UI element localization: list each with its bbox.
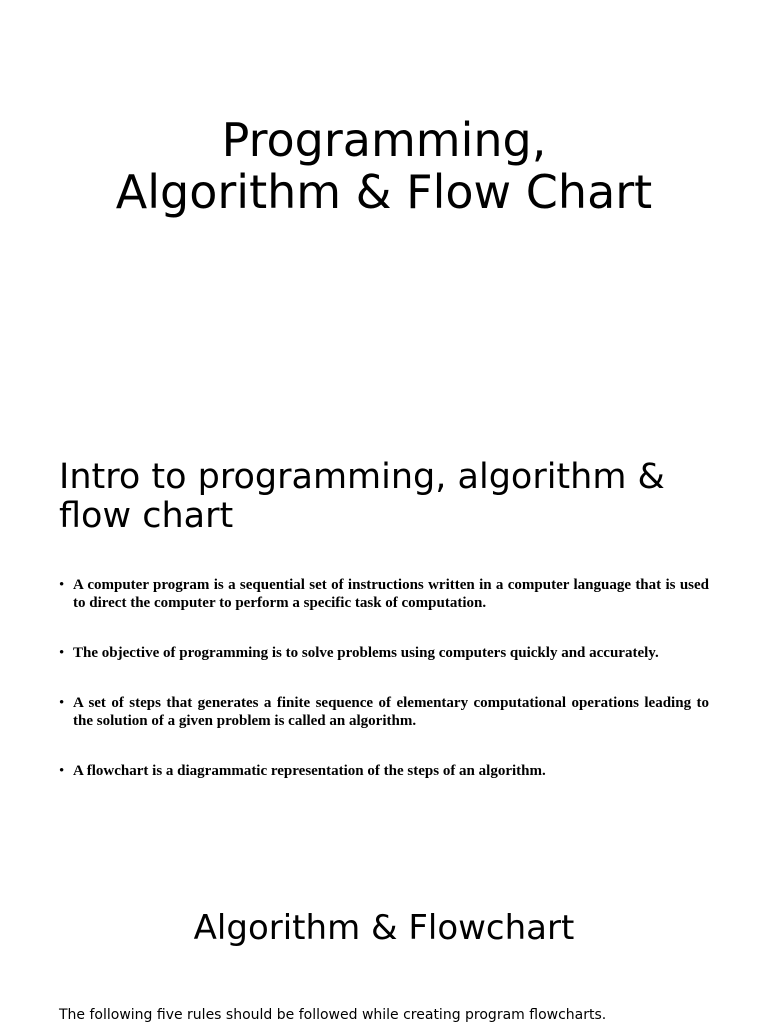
bullet-item-flowchart-definition: • A flowchart is a diagrammatic representation of the steps of an algorithm. xyxy=(59,762,709,780)
page-title xyxy=(0,114,768,218)
page-title-line-2: Algorithm & Flow Chart xyxy=(115,165,653,219)
bullet-list xyxy=(59,576,709,780)
page-title-line-1: Programming, xyxy=(221,113,547,167)
section-heading: Intro to programming, algorithm & flow chart xyxy=(59,457,665,536)
bullet-item-programming-objective: • The objective of programming is to solve problems using computers quickly and accurately. xyxy=(59,644,709,662)
footer-text: The following five rules should be followed while creating program flowcharts. xyxy=(59,1007,607,1023)
bullet-item-algorithm-definition: • A set of steps that generates a finite sequence of elementary computational operations leading to the solution of a given problem is called an algorithm. xyxy=(59,694,709,730)
section-subtitle: Algorithm & Flowchart xyxy=(193,908,575,948)
bullet-item-computer-program: • A computer program is a sequential set of instructions written in a computer language that is used to direct the computer to perform a specific task of computation. xyxy=(59,576,709,612)
